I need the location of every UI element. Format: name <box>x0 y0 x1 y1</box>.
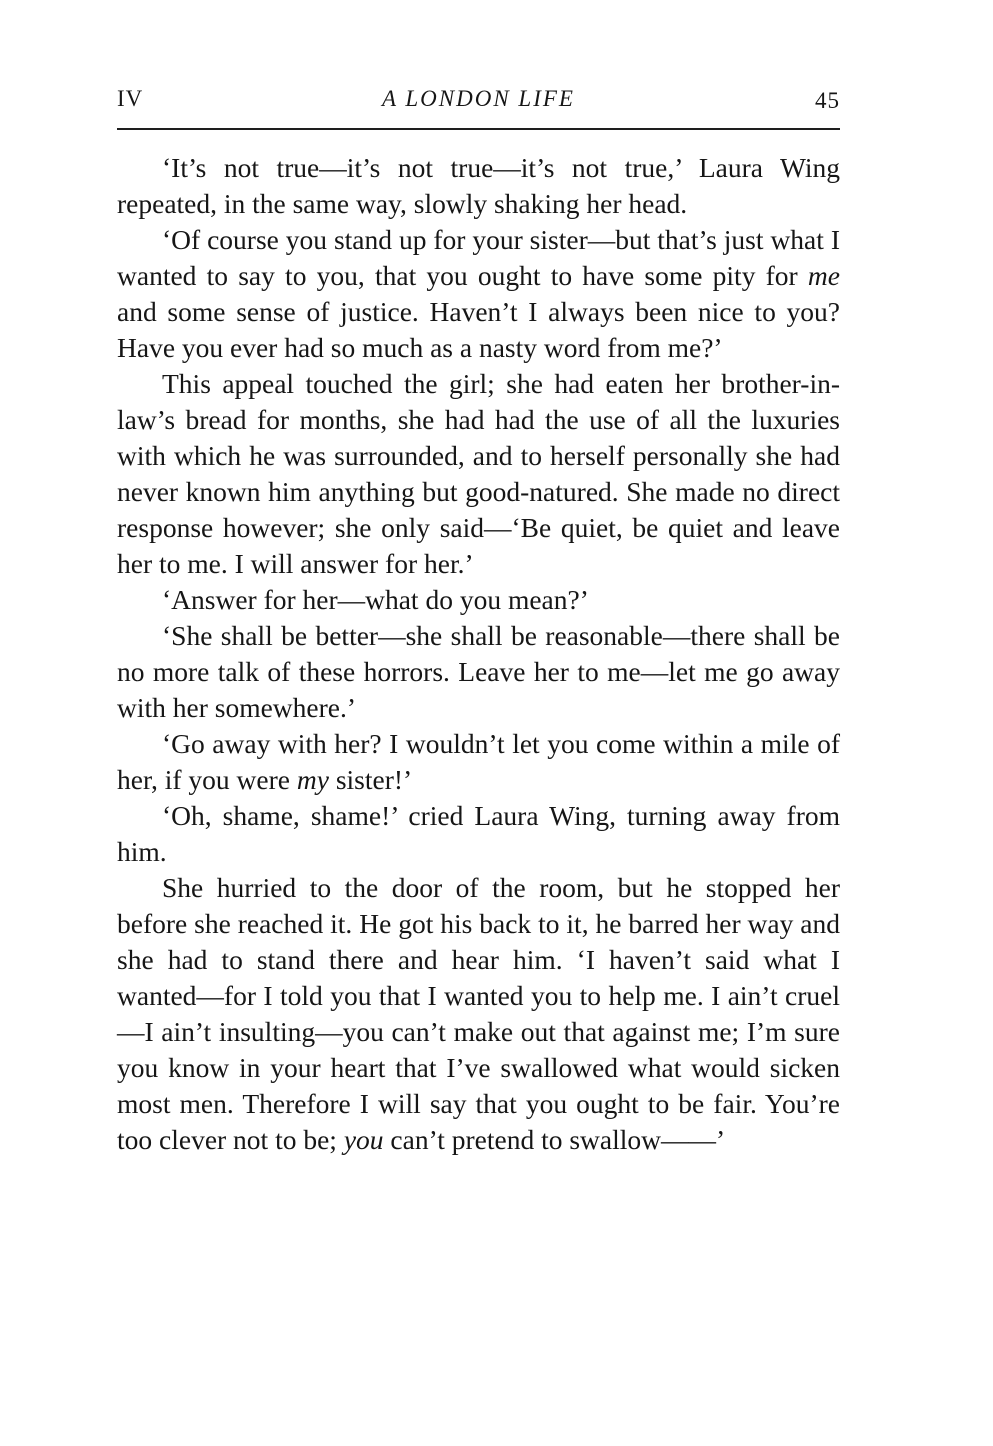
running-head <box>117 86 840 120</box>
italic-emphasis: you <box>343 1124 384 1155</box>
body-text <box>117 150 840 1158</box>
paragraph <box>117 366 840 582</box>
chapter-number: IV <box>117 86 144 111</box>
paragraph <box>117 618 840 726</box>
text-run: She hurried to the door of the room, but he stopped her before she reached it. He got his back to it, he barred her way and she had to stand there and hear him. ‘I haven’t said what I wanted—for I told you that I wanted you to help me. I ain’t cruel—I ain’t insulting—you can’t make out that against me; I’m sure you know in your heart that I’ve swallowed what would sicken most men. Therefore I will say that you ought to be fair. You’re too clever not to be; <box>117 872 840 1155</box>
paragraph <box>117 798 840 870</box>
running-title: A LONDON LIFE <box>382 86 575 111</box>
paragraph <box>117 222 840 366</box>
text-run: ‘Go away with her? I wouldn’t let you come within a mile of her, if you were <box>117 728 840 795</box>
text-run: This appeal touched the girl; she had eaten her brother-in-law’s bread for months, she had had the use of all the luxuries with which he was surrounded, and to herself personally she had never known him anything but good-natured. She made no direct response however; she only said—‘Be quiet, be quiet and leave her to me. I will answer for her.’ <box>117 368 840 579</box>
paragraph <box>117 726 840 798</box>
page-number: 45 <box>815 88 840 113</box>
text-run: ‘Oh, shame, shame!’ cried Laura Wing, turning away from him. <box>117 800 840 867</box>
paragraph <box>117 870 840 1158</box>
header-rule <box>117 128 840 130</box>
text-run: ‘She shall be better—she shall be reasonable—there shall be no more talk of these horrors. Leave her to me—let me go away with her somewhere.’ <box>117 620 840 723</box>
text-run: sister!’ <box>328 764 413 795</box>
text-run: and some sense of justice. Haven’t I always been nice to you? Have you ever had so much as a nasty word from me?’ <box>117 296 840 363</box>
text-run: ‘It’s not true—it’s not true—it’s not true,’ Laura Wing repeated, in the same way, slowly shaking her head. <box>117 152 840 219</box>
italic-emphasis: me <box>807 260 840 291</box>
text-run: can’t pretend to swallow——’ <box>383 1124 726 1155</box>
italic-emphasis: my <box>296 764 329 795</box>
paragraph <box>117 582 840 618</box>
text-run: ‘Of course you stand up for your sister—but that’s just what I wanted to say to you, that you ought to have some pity for <box>117 224 840 291</box>
text-run: ‘Answer for her—what do you mean?’ <box>162 584 589 615</box>
paragraph <box>117 150 840 222</box>
